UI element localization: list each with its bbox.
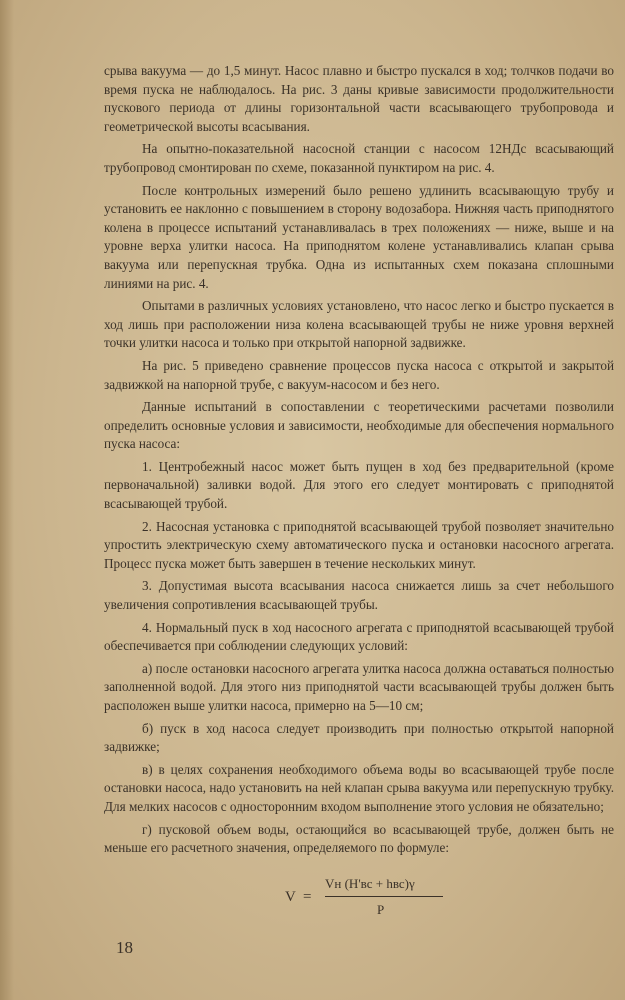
condition-a: а) после остановки насосного агрегата улитка насоса должна оставаться полностью заполненной водой. Для этого низ приподнятой части всасывающей трубы должен быть расположен выше улитки насоса, примерно на 5—10 см; — [104, 660, 614, 713]
formula-equals: = — [303, 889, 312, 905]
paragraph-3: После контрольных измерений было решено удлинить всасывающую трубу и установить ее наклонно с повышением в сторону водозабора. Нижняя часть приподнятого колена в процессе испытаний устанавливалась в трех положениях — ниже, выше и на уровне верха улитки насоса. На приподнятом колене устанавливались клапан срыва вакуума или перепускная трубка. Одна из испытанных схем показана сплошными линиями на рис. 4. — [104, 182, 614, 291]
list-item-3: 3. Допустимая высота всасывания насоса снижается лишь за счет небольшого увеличения сопротивления всасывающей трубы. — [104, 578, 614, 613]
paragraph-4: Опытами в различных условиях установлено, что насос легко и быстро пускается в ход лишь при расположении низа колена всасывающей трубы не ниже уровня верхней точки улитки насоса и только при открытой напорной задвижке. — [104, 298, 614, 351]
paragraph-2: На опытно-показательной насосной станции с насосом 12НДс всасывающий трубопровод смонтирован по схеме, показанной пунктиром на рис. 4. — [104, 141, 614, 175]
paragraph-5: На рис. 5 приведено сравнение процессов пуска насоса с открытой и закрытой задвижкой на напорной трубе, с вакуум-насосом и без него. — [104, 357, 614, 392]
condition-g: г) пусковой объем воды, остающийся во всасывающей трубе, должен быть не меньше его расчетного значения, определяемого по формуле: — [104, 821, 614, 856]
list-item-1: 1. Центробежный насос может быть пущен в ход без предварительной (кроме первоначальной) заливки водой. Для этого его следует монтировать с приподнятой всасывающей трубой. — [104, 458, 614, 512]
page-edge-shadow — [0, 0, 14, 1000]
list-item-4: 4. Нормальный пуск в ход насосного агрегата с приподнятой всасывающей трубой обеспечивается при соблюдении следующих условий: — [104, 619, 614, 654]
paragraph-1: срыва вакуума — до 1,5 минут. Насос плавно и быстро пускался в ход; толчков подачи во время пуска не наблюдалось. На рис. 3 даны кривые зависимости продолжительности пускового периода от длины горизонтальной части всасывающего трубопровода и геометрической высоты всасывания. — [104, 63, 614, 134]
condition-v: в) в целях сохранения необходимого объема воды во всасывающей трубе после остановки насоса, надо установить на ней клапан срыва вакуума или перепускную трубку. Для мелких насосов с односторонним входом выполнение этого условия не обязательно; — [104, 761, 614, 814]
list-item-2: 2. Насосная установка с приподнятой всасывающей трубой позволяет значительно упростить электрическую схему автоматического пуска и остановки насосного агрегата. Процесс пуска может быть завершен в течение нескольких минут. — [104, 518, 614, 571]
paragraph-6: Данные испытаний в сопоставлении с теоретическими расчетами позволили определить основные условия и зависимости, необходимые для обеспечения нормального пуска насоса: — [104, 399, 614, 452]
formula-fraction-bar — [325, 896, 443, 897]
page-number: 18 — [116, 938, 133, 957]
condition-b: б) пуск в ход насоса следует производить при полностью открытой напорной задвижке; — [104, 720, 614, 755]
formula-numerator: Vн (H'вс + hвс)γ — [325, 876, 415, 891]
formula-lhs: V — [285, 889, 296, 905]
formula-denominator: P — [377, 902, 385, 917]
document-body — [104, 62, 614, 862]
